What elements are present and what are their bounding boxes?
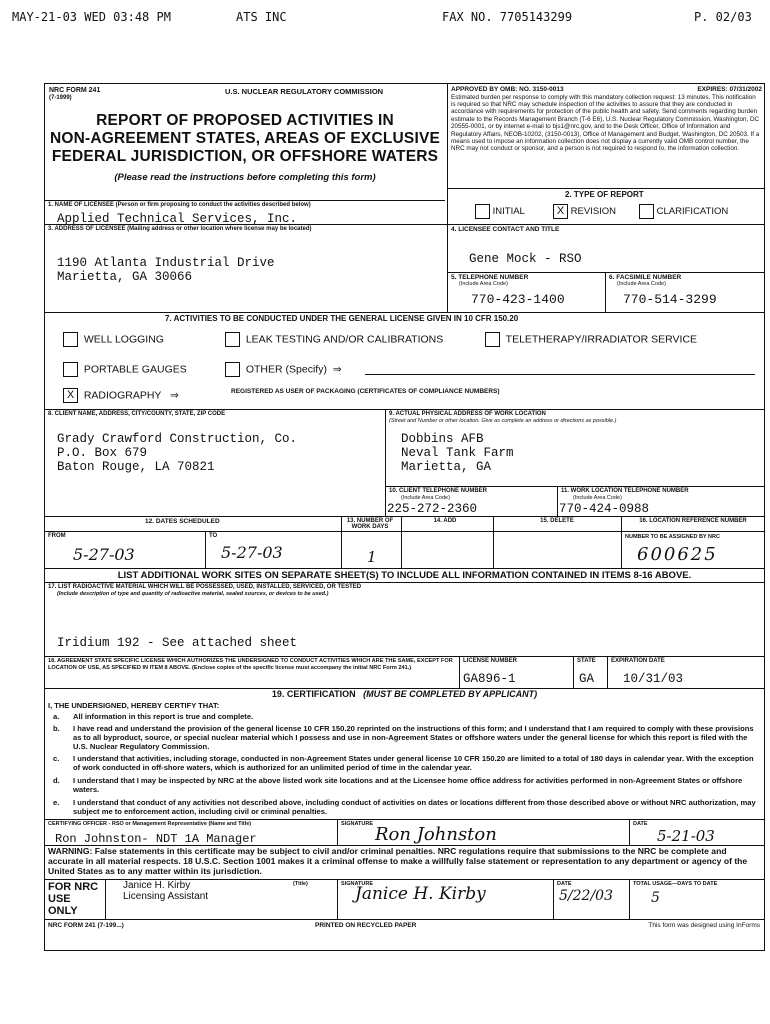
- nrc-date-label: DATE: [557, 881, 572, 887]
- report-type-label: 2. TYPE OF REPORT: [565, 190, 644, 199]
- add-label: 14. ADD: [433, 518, 457, 524]
- form-instructions: (Please read the instructions before completing this form): [114, 172, 376, 183]
- work-location-line-1[interactable]: Dobbins AFB: [401, 432, 484, 446]
- telephone-number[interactable]: 770-423-1400: [471, 292, 565, 307]
- fax-number: FAX NO. 7705143299: [442, 10, 573, 24]
- checkbox-initial[interactable]: [475, 204, 490, 219]
- activities-label: 7. ACTIVITIES TO BE CONDUCTED UNDER THE GENERAL LICENSE GIVEN IN 10 CFR 150.20: [165, 314, 519, 323]
- dates-scheduled-label: 12. DATES SCHEDULED: [145, 518, 220, 525]
- activity-other[interactable]: [225, 362, 342, 377]
- initial-label: INITIAL: [492, 206, 525, 218]
- telephone-label: 5. TELEPHONE NUMBER: [451, 274, 529, 281]
- fax-number-value[interactable]: 770-514-3299: [623, 292, 717, 307]
- to-label: TO: [209, 533, 218, 539]
- activity-teletherapy[interactable]: [485, 332, 697, 347]
- checkbox-clarification[interactable]: [639, 204, 654, 219]
- location-ref-number[interactable]: 600625: [637, 544, 718, 565]
- client-phone[interactable]: 225-272-2360: [387, 502, 478, 516]
- arrow-icon: ⇒: [332, 363, 342, 376]
- nrc-title-label: (Title): [293, 881, 308, 887]
- work-location-sublabel: (Street and Number or other location. Give as complete an address or directions as possible.): [389, 418, 617, 424]
- expiration-label: EXPIRATION DATE: [611, 658, 665, 664]
- license-number[interactable]: GA896-1: [463, 672, 516, 686]
- client-phone-label: 10. CLIENT TELEPHONE NUMBER: [389, 488, 488, 494]
- licensee-name-label: 1. NAME OF LICENSEE (Person or firm proposing to conduct the activities described below): [48, 202, 311, 208]
- form-revision: (7-1999): [49, 95, 72, 101]
- checkbox-portable-gauges[interactable]: [63, 362, 78, 377]
- registered-user-label: REGISTERED AS USER OF PACKAGING (CERTIFICATES OF COMPLIANCE NUMBERS): [231, 388, 500, 395]
- report-type-revision[interactable]: [553, 204, 616, 219]
- nrc-date[interactable]: 5/22/03: [559, 888, 613, 904]
- material-label: 17. LIST RADIOACTIVE MATERIAL WHICH WILL BE POSSESSED, USED, INSTALLED, SERVICED, OR TESTED: [48, 584, 362, 590]
- fax-number-label: 6. FACSIMILE NUMBER: [609, 274, 682, 281]
- activity-portable-gauges[interactable]: [63, 362, 187, 377]
- other-label: OTHER (Specify): [245, 363, 327, 376]
- cert-item-a: a. All information in this report is true and complete.: [53, 712, 254, 721]
- certifying-officer[interactable]: Ron Johnston- NDT 1A Manager: [55, 832, 257, 846]
- report-type-clarification[interactable]: [639, 204, 728, 219]
- fax-number-sub: (Include Area Code): [617, 281, 666, 287]
- client-line-3[interactable]: Baton Rouge, LA 70821: [57, 460, 215, 474]
- date-from[interactable]: 5-27-03: [73, 545, 135, 564]
- nrc-form-241: [44, 83, 765, 951]
- cert-item-c: c. I understand that activities, including storage, conducted in non-Agreement States under general license 10 CFR 150.20 are limited to a total of 180 days in calendar year. With the exception of work conducted in off-shore waters, which is authorized for an unlimited period of time in the calendar year.: [53, 754, 754, 772]
- licensee-address-line-1[interactable]: 1190 Atlanta Industrial Drive: [57, 256, 275, 270]
- well-logging-label: WELL LOGGING: [83, 333, 164, 346]
- material-value[interactable]: Iridium 192 - See attached sheet: [57, 636, 298, 650]
- checkbox-radiography[interactable]: X: [63, 388, 78, 403]
- agreement-label: 18. AGREEMENT STATE SPECIFIC LICENSE WHICH AUTHORIZES THE UNDERSIGNED TO CONDUCT ACTIVITIES WHICH ARE THE SAME, EXCEPT FOR LOCATION OF USE, AS SPECIFIED IN ITEM 8 ABOVE. (Enclose copies of the specific license must accompany the initial NRC Form 241.): [48, 658, 453, 671]
- form-number: NRC FORM 241: [49, 87, 101, 94]
- state-value[interactable]: GA: [579, 672, 595, 686]
- footer-recycled: PRINTED ON RECYCLED PAPER: [315, 922, 417, 929]
- form-title: [45, 112, 445, 166]
- nrc-use-only: FOR NRC USE ONLY: [48, 881, 99, 917]
- checkbox-other[interactable]: [225, 362, 240, 377]
- checkbox-well-logging[interactable]: [63, 332, 78, 347]
- workdays-value[interactable]: 1: [367, 548, 377, 566]
- work-location-line-3[interactable]: Marietta, GA: [401, 460, 492, 474]
- cert-date-label: DATE: [633, 821, 648, 827]
- nrc-signature[interactable]: Janice H. Kirby: [355, 884, 486, 904]
- work-location-line-2[interactable]: Neval Tank Farm: [401, 446, 514, 460]
- revision-label: REVISION: [570, 206, 617, 218]
- checkbox-leak-testing[interactable]: [225, 332, 240, 347]
- checkbox-teletherapy[interactable]: [485, 332, 500, 347]
- other-specify-line: [365, 374, 755, 375]
- cert-item-e: e. I understand that conduct of any activities not described above, including conduct of activities on dates or locations different from those described above or without NRC authorization, may subject me to enforcement action, including civil or criminal penalties.: [53, 798, 756, 816]
- portable-gauges-label: PORTABLE GAUGES: [83, 363, 187, 376]
- work-phone-label: 11. WORK LOCATION TELEPHONE NUMBER: [561, 488, 689, 494]
- cert-item-d: d. I understand that I may be inspected by NRC at the above listed work site locations and at the Licensee home office address for activities performed in non-Agreement States or offshore waters.: [53, 776, 743, 794]
- omb-burden-text: Estimated burden per response to comply with this mandatory collection request: 13 minutes. This notification is required so that NRC may schedule inspection of the activities to assure that they are conducted in accordance with requirements for protection of the public health and safety. Send comments regarding burden estimate to the Records Management Branch (T-6 E6), U.S. Nuclear Regulatory Commission, Washington, DC 20555-0001, or by internet e-mail to bjs1@nrc.gov, and to the Desk Officer, Office of Information and Regulatory Affairs, NEOB-10202, (3150-0013), Office of Management and Budget, Washington, DC 20503. If a means used to impose an information collection does not display a currently valid OMB control number, the NRC may not conduct or sponsor, and a person is not required to respond to, the information collection.: [451, 93, 760, 153]
- work-location-label: 9. ACTUAL PHYSICAL ADDRESS OF WORK LOCATION: [389, 411, 546, 417]
- license-number-label: LICENSE NUMBER: [463, 658, 518, 664]
- client-line-1[interactable]: Grady Crawford Construction, Co.: [57, 432, 298, 446]
- cert-item-b: b. I have read and understand the provision of the general license 10 CFR 150.20 reprinted on the instructions of this form; and I understand that I am required to comply with these provisions as to all byproduct, source, or special nuclear material which I possess and use in non-Agreement States or offshore waters under the general license for which this report is filed with the U.S. Nuclear Regulatory Commission.: [53, 724, 754, 751]
- expiration-date[interactable]: 10/31/03: [623, 672, 684, 686]
- location-ref-label: 16. LOCATION REFERENCE NUMBER: [639, 518, 747, 524]
- cert-date[interactable]: 5-21-03: [657, 827, 715, 845]
- teletherapy-label: TELETHERAPY/IRRADIATOR SERVICE: [505, 333, 698, 346]
- client-line-2[interactable]: P.O. Box 679: [57, 446, 148, 460]
- list-additional-note: LIST ADDITIONAL WORK SITES ON SEPARATE SHEET(S) TO INCLUDE ALL INFORMATION CONTAINED IN ITEMS 8-16 ABOVE.: [117, 570, 692, 581]
- location-ref-sub: NUMBER TO BE ASSIGNED BY NRC: [625, 534, 720, 540]
- nrc-reviewer-name: Janice H. Kirby: [123, 880, 191, 891]
- licensee-address-line-2[interactable]: Marietta, GA 30066: [57, 270, 193, 284]
- form-title-line-3: FEDERAL JURISDICTION, OR OFFSHORE WATERS: [51, 148, 439, 165]
- licensee-name[interactable]: Applied Technical Services, Inc.: [57, 212, 298, 226]
- total-usage-label: TOTAL USAGE—DAYS TO DATE: [633, 881, 718, 887]
- warning-text: WARNING: False statements in this certificate may be subject to civil and/or criminal penalties. NRC regulations require that submissions to the NRC be complete and accurate in all material respects. 18 U.S.C. Section 1001 makes it a criminal offense to make a willfully false statement or representation to any department or agency of the United States as to any matter within its jurisdiction.: [48, 846, 748, 876]
- form-title-line-1: REPORT OF PROPOSED ACTIVITIES IN: [96, 112, 394, 129]
- omb-expires: EXPIRES: 07/31/2002: [697, 86, 762, 93]
- nrc-signature-label: SIGNATURE: [341, 881, 373, 887]
- licensee-address-label: 3. ADDRESS OF LICENSEE (Mailing address or other location where license may be located): [48, 226, 312, 232]
- work-phone[interactable]: 770-424-0988: [559, 502, 650, 516]
- radiography-label: RADIOGRAPHY: [83, 389, 162, 402]
- omb-notice: [451, 86, 762, 184]
- form-title-line-2: NON-AGREEMENT STATES, AREAS OF EXCLUSIVE: [49, 130, 441, 147]
- material-sublabel: (Include description of type and quantity of radioactive material, sealed sources, or devices to be used.): [57, 591, 329, 597]
- omb-approved: APPROVED BY OMB: NO. 3150-0013: [451, 86, 564, 93]
- work-phone-sub: (Include Area Code): [573, 495, 622, 501]
- client-label: 8. CLIENT NAME, ADDRESS, CITY/COUNTY, STATE, ZIP CODE: [48, 411, 226, 417]
- certification-intro: I, THE UNDERSIGNED, HEREBY CERTIFY THAT:: [48, 701, 220, 710]
- nrc-reviewer-title: Licensing Assistant: [123, 891, 209, 902]
- footer-informs: This form was designed using InForms: [648, 922, 760, 929]
- arrow-icon: ⇒: [170, 389, 179, 402]
- fax-page: P. 02/03: [694, 10, 752, 24]
- checkbox-revision[interactable]: X: [553, 204, 568, 219]
- footer-form-number: NRC FORM 241 (7-199...): [48, 922, 124, 929]
- certifying-officer-label: CERTIFYING OFFICER - RSO or Management Representative (Name and Title): [48, 821, 252, 827]
- activity-leak-testing[interactable]: [225, 332, 443, 347]
- agency-name: U.S. NUCLEAR REGULATORY COMMISSION: [225, 87, 384, 96]
- telephone-sub: (Include Area Code): [459, 281, 508, 287]
- report-type-initial[interactable]: [475, 204, 525, 219]
- certification-title: 19. CERTIFICATION (MUST BE COMPLETED BY APPLICANT): [271, 689, 538, 699]
- delete-label: 15. DELETE: [540, 518, 574, 524]
- contact-value[interactable]: Gene Mock - RSO: [469, 252, 582, 266]
- total-usage[interactable]: 5: [651, 890, 660, 906]
- state-label: STATE: [577, 658, 596, 664]
- officer-signature[interactable]: Ron Johnston: [375, 824, 497, 845]
- leak-testing-label: LEAK TESTING AND/OR CALIBRATIONS: [245, 333, 444, 346]
- contact-label: 4. LICENSEE CONTACT AND TITLE: [451, 226, 560, 233]
- activity-well-logging[interactable]: [63, 332, 164, 347]
- from-label: FROM: [48, 533, 66, 539]
- fax-company: ATS INC: [236, 10, 287, 24]
- date-to[interactable]: 5-27-03: [221, 543, 283, 562]
- workdays-label: 13. NUMBER OF WORK DAYS: [346, 518, 394, 530]
- activity-radiography[interactable]: [63, 388, 179, 403]
- fax-date-line: MAY-21-03 WED 03:48 PM: [12, 10, 171, 24]
- client-phone-sub: (Include Area Code): [401, 495, 450, 501]
- clarification-label: CLARIFICATION: [656, 206, 729, 218]
- signature-label: SIGNATURE: [341, 821, 373, 827]
